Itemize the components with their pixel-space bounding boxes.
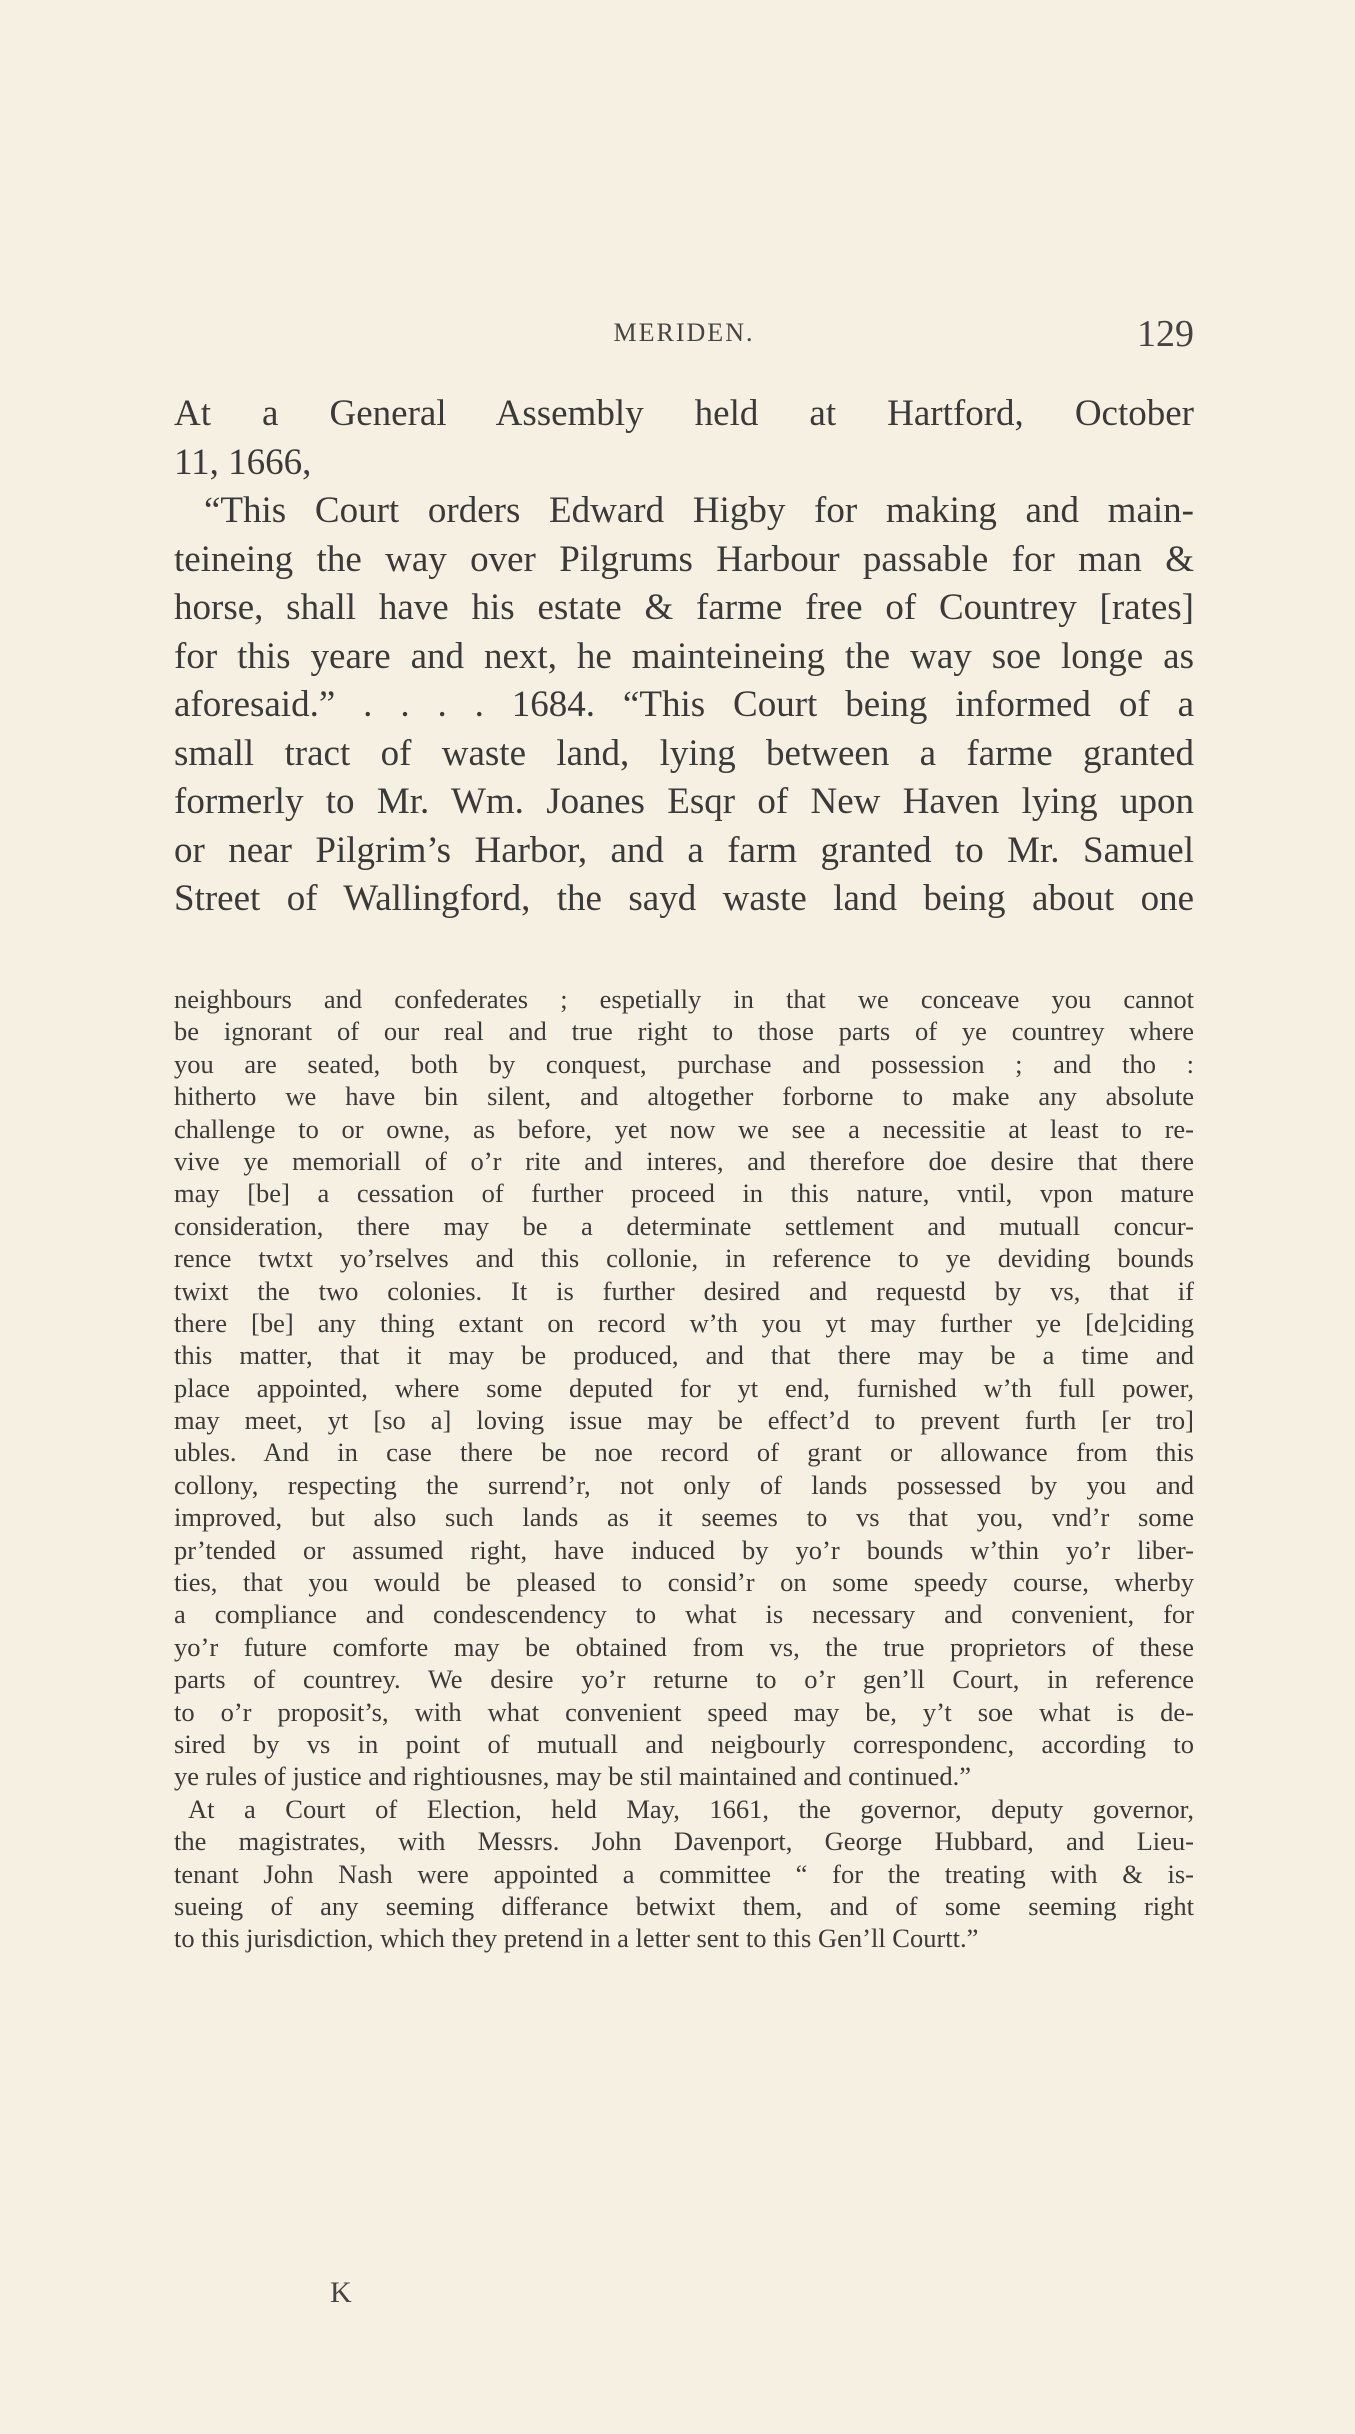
page-number: 129 <box>1137 313 1194 355</box>
footnote-line: you are seated, both by conquest, purchase and possession ; and tho : <box>174 1048 1194 1079</box>
footnote-line: sired by vs in point of mutuall and neigbourly correspondenc, according to <box>174 1728 1194 1759</box>
footnote-line: the magistrates, with Messrs. John Davenport, George Hubbard, and Lieu- <box>174 1826 1194 1857</box>
footnote-line: ties, that you would be pleased to consid’r on some speedy course, wherby <box>174 1567 1194 1598</box>
main-text-line: aforesaid.” . . . . 1684. “This Court being informed of a <box>174 684 1194 725</box>
main-text-line: small tract of waste land, lying between a farme granted <box>174 732 1194 774</box>
footnote-line: ye rules of justice and rightiousnes, may be stil maintained and continued.” <box>174 1761 972 1792</box>
footnote-line: improved, but also such lands as it seemes to vs that you, vnd’r some <box>174 1502 1194 1533</box>
footnote-line: sueing of any seeming differance betwixt them, and of some seeming right <box>174 1890 1194 1921</box>
footnote-line: tenant John Nash were appointed a committee “ for the treating with & is- <box>174 1858 1194 1889</box>
main-text-line: horse, shall have his estate & farme free of Countrey [rates] <box>174 587 1194 628</box>
footnote-line: hitherto we have bin silent, and altogether forborne to make any absolute <box>174 1081 1194 1112</box>
footnote-line: may [be] a cessation of further proceed in this nature, vntil, vpon mature <box>174 1178 1194 1209</box>
footnote-line: neighbours and confederates ; espetially in that we conceave you cannot <box>174 984 1194 1014</box>
main-text-line: 11, 1666, <box>174 441 312 483</box>
main-text-line: teineing the way over Pilgrums Harbour passable for man & <box>174 538 1194 580</box>
footnote-line: At a Court of Election, held May, 1661, the governor, deputy governor, <box>188 1793 1194 1824</box>
main-text-line: formerly to Mr. Wm. Joanes Esqr of New Haven lying upon <box>174 781 1194 822</box>
footnote-line: ubles. And in case there be noe record of grant or allowance from this <box>174 1437 1194 1468</box>
footnote-line: there [be] any thing extant on record w’th you yt may further ye [de]ciding <box>174 1307 1194 1338</box>
footnote-line: may meet, yt [so a] loving issue may be effect’d to prevent furth [er tro] <box>174 1405 1194 1436</box>
footnote-line: collony, respecting the surrend’r, not only of lands possessed by you and <box>174 1469 1194 1500</box>
footnote-line: rence twtxt yo’rselves and this collonie, in reference to ye deviding bounds <box>174 1243 1194 1274</box>
footnote-line: challenge to or owne, as before, yet now we see a necessitie at least to re- <box>174 1113 1194 1144</box>
main-text-line: or near Pilgrim’s Harbor, and a farm granted to Mr. Samuel <box>174 829 1194 871</box>
footnote-line: parts of countrey. We desire yo’r returne to o’r gen’ll Court, in reference <box>174 1664 1194 1695</box>
footnote-line: yo’r future comforte may be obtained from vs, the true proprietors of these <box>174 1631 1194 1662</box>
main-text-block <box>174 390 1194 924</box>
footnote-line: consideration, there may be a determinate settlement and mutuall concur- <box>174 1210 1194 1241</box>
footnote-line: a compliance and condescendency to what is necessary and convenient, for <box>174 1599 1194 1630</box>
main-text-line: “This Court orders Edward Higby for making and main- <box>204 490 1194 531</box>
signature-mark: K <box>330 2276 352 2309</box>
footnote-line: twixt the two colonies. It is further desired and requestd by vs, that if <box>174 1275 1194 1306</box>
footnote-line: be ignorant of our real and true right to those parts of ye countrey where <box>174 1016 1194 1047</box>
running-title: MERIDEN. <box>613 318 755 347</box>
footnote-line: to this jurisdiction, which they pretend in a letter sent to this Gen’ll Courtt.” <box>174 1923 979 1954</box>
running-head <box>174 313 1194 362</box>
main-text-line: At a General Assembly held at Hartford, October <box>174 393 1194 434</box>
footnote-line: place appointed, where some deputed for yt end, furnished w’th full power, <box>174 1372 1194 1403</box>
footnote-line: this matter, that it may be produced, and that there may be a time and <box>174 1340 1194 1371</box>
footnote-line: pr’tended or assumed right, have induced by yo’r bounds w’thin yo’r liber- <box>174 1534 1194 1565</box>
main-text-line: for this yeare and next, he mainteineing the way soe longe as <box>174 635 1194 677</box>
footnote-line: to o’r proposit’s, with what convenient speed may be, y’t soe what is de- <box>174 1696 1194 1727</box>
footnote-line: vive ye memoriall of o’r rite and interes, and therefore doe desire that there <box>174 1145 1194 1176</box>
footnote-block <box>174 983 1194 1955</box>
main-text-line: Street of Wallingford, the sayd waste land being about one <box>174 878 1194 919</box>
